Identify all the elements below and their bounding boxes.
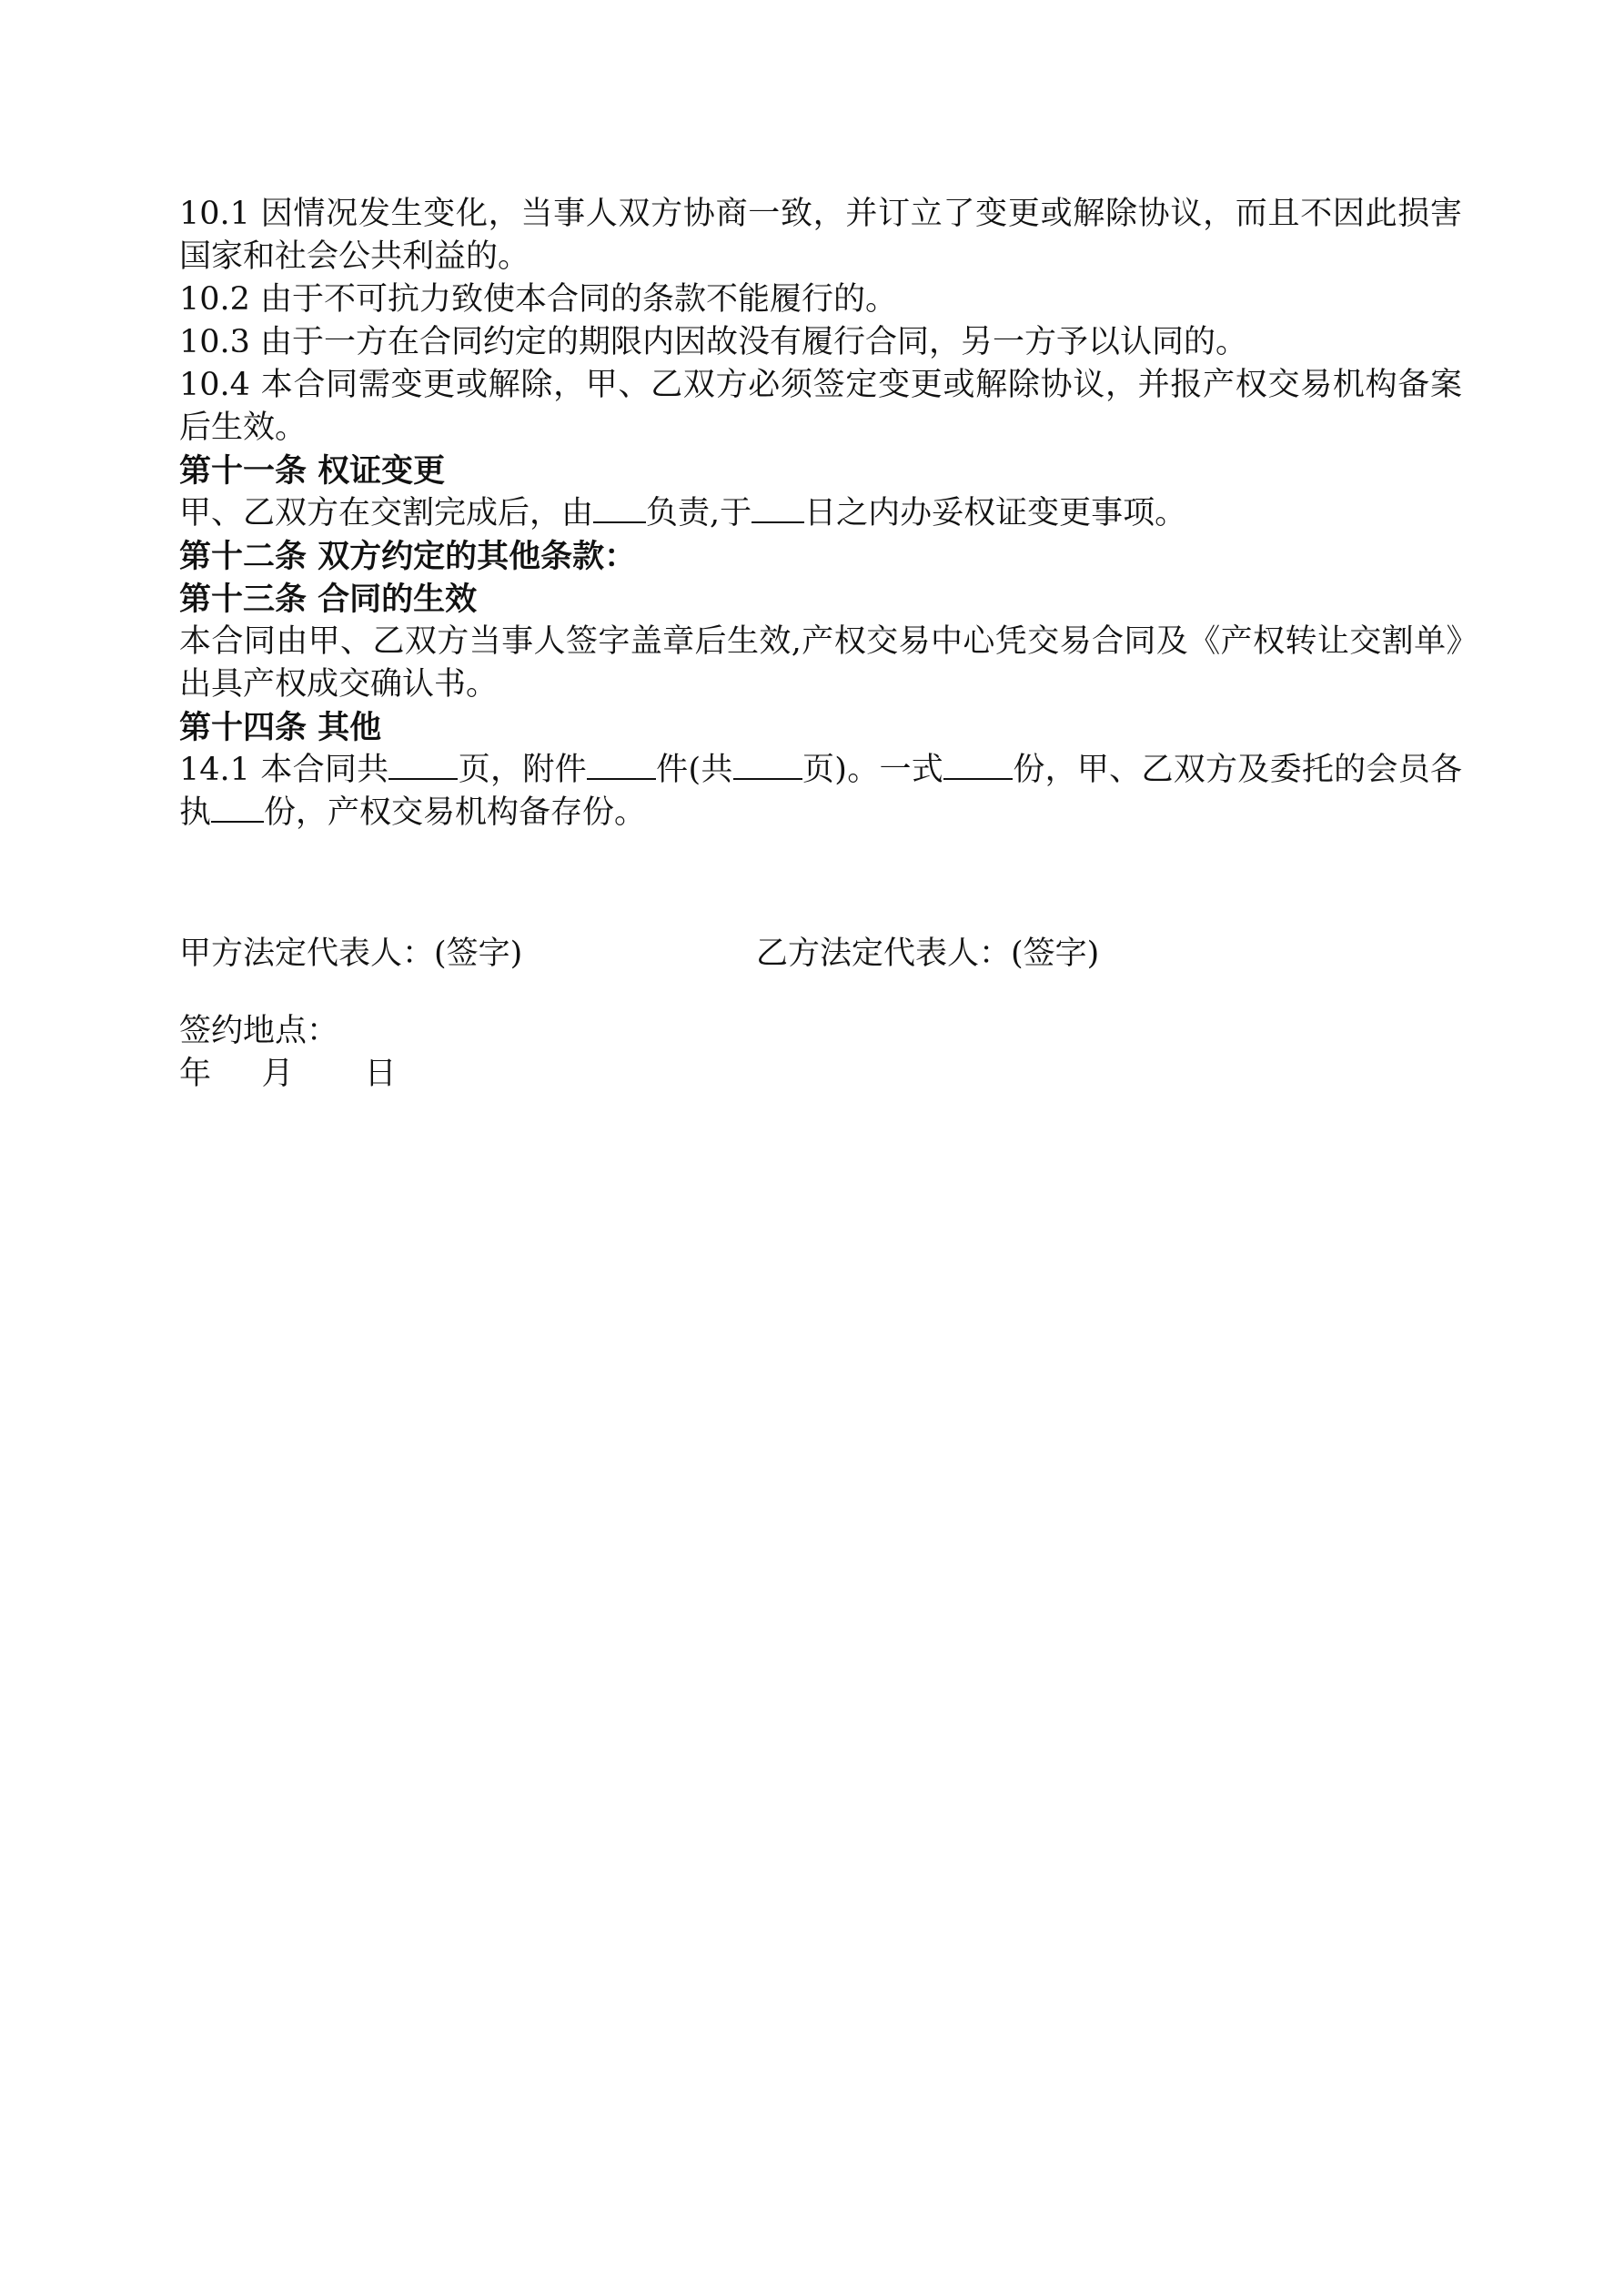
clause-10-4: 10.4 本合同需变更或解除，甲、乙双方必须签定变更或解除协议，并报产权交易机构备案后生效。: [179, 367, 1462, 446]
blank-attachment-pages: [733, 749, 802, 780]
article-11-heading: 第十一条 权证变更: [179, 452, 446, 490]
party-a-signature-label: 甲方法定代表人：(签字): [179, 936, 523, 972]
clause-10-3: 10.3 由于一方在合同约定的期限内因故没有履行合同，另一方予以认同的。: [179, 324, 1248, 360]
clause-14-part-f: 份，产权交易机构备存份。: [264, 794, 647, 831]
blank-copies-each: [211, 792, 264, 823]
contract-body: [179, 193, 1462, 834]
blank-days: [751, 492, 804, 523]
clause-11-part-c: 日之内办妥权证变更事项。: [804, 495, 1187, 531]
clause-14-part-b: 页，附件: [458, 752, 587, 788]
signing-place-label: 签约地点：: [179, 1013, 339, 1049]
clause-14-part-d: 页)。一式: [802, 752, 944, 788]
blank-page-count: [388, 749, 458, 780]
blank-copies: [943, 749, 1013, 780]
clause-11-text: [179, 492, 1462, 535]
clause-14-part-a: 14.1 本合同共: [179, 752, 389, 788]
date-month: 月: [261, 1056, 294, 1092]
article-12-heading: 第十二条 双方约定的其他条款：: [179, 538, 637, 575]
clause-10-1: 10.1 因情况发生变化，当事人双方协商一致，并订立了变更或解除协议，而且不因此损害国家和社会公共利益的。: [179, 196, 1462, 275]
clause-11-part-a: 甲、乙双方在交割完成后，由: [179, 495, 594, 531]
clause-11-part-b: 负责,于: [646, 495, 752, 531]
signature-block: [179, 933, 1462, 976]
clause-14-part-e: 份，甲、乙双方及委托的会员各执: [179, 752, 1462, 831]
article-13-heading: 第十三条 合同的生效: [179, 581, 478, 618]
signature-row: [179, 933, 1462, 976]
clause-14-1: [179, 749, 1462, 834]
clause-10-2: 10.2 由于不可抗力致使本合同的条款不能履行的。: [179, 281, 898, 318]
blank-attachment-count: [587, 749, 656, 780]
signing-date: [179, 1053, 397, 1096]
clause-14-part-c: 件(共: [655, 752, 733, 788]
party-b-signature-label: 乙方法定代表人：(签字): [756, 936, 1100, 972]
date-year: 年: [179, 1056, 212, 1092]
clause-13-text: 本合同由甲、乙双方当事人签字盖章后生效,产权交易中心凭交易合同及《产权转让交割单》出具产权成交确认书。: [179, 623, 1462, 703]
blank-responsible-party: [593, 492, 646, 523]
date-day: 日: [364, 1056, 397, 1092]
article-14-heading: 第十四条 其他: [179, 709, 382, 746]
